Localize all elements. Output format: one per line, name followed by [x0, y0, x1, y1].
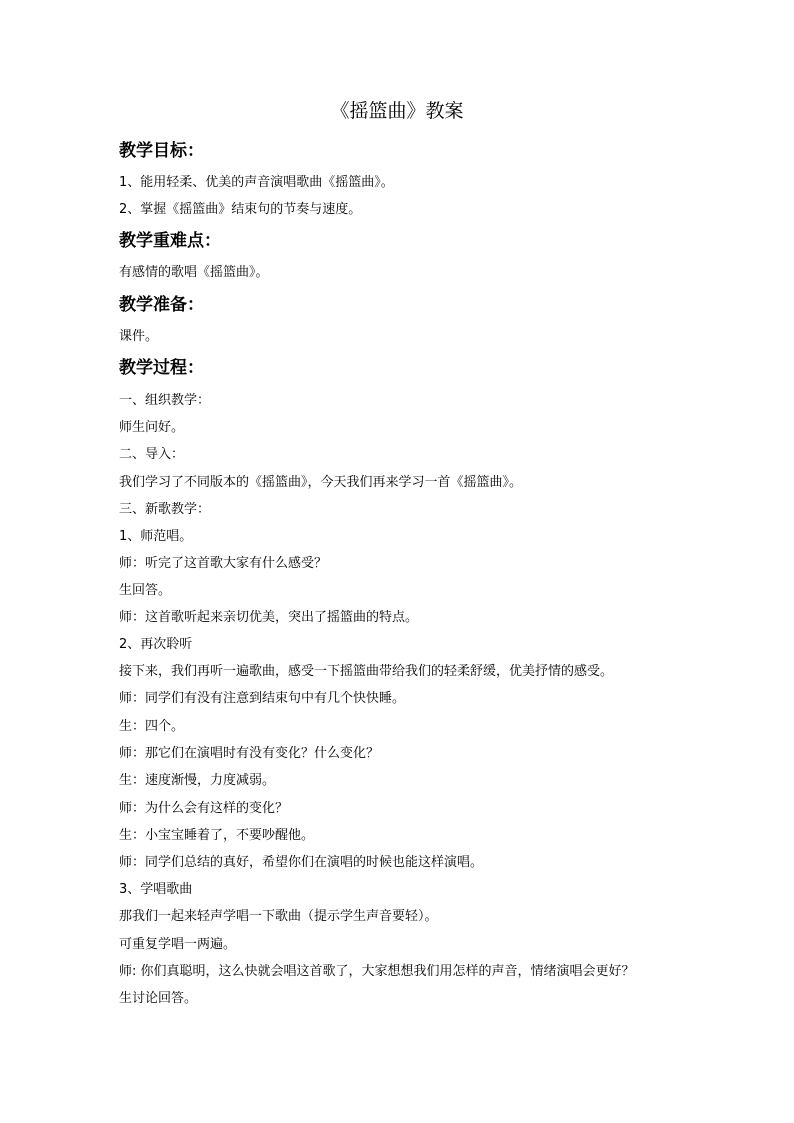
text-line: 接下来，我们再听一遍歌曲，感受一下摇篮曲带给我们的轻柔舒缓，优美抒情的感受。 [119, 664, 614, 679]
text-line: 生：小宝宝睡着了，不要吵醒他。 [119, 828, 315, 843]
text-line: 一、组织教学： [119, 393, 211, 408]
text-line: 师：听完了这首歌大家有什么感受？ [119, 556, 328, 571]
section-heading-objectives: 教学目标： [119, 141, 204, 161]
section-heading-process: 教学过程： [119, 358, 204, 378]
text-line: 3、学唱歌曲 [119, 882, 193, 897]
text-line: 师：同学们总结的真好，希望你们在演唱的时候也能这样演唱。 [119, 855, 484, 870]
text-line: 1、能用轻柔、优美的声音演唱歌曲《摇篮曲》。 [119, 175, 394, 190]
text-line: 课件。 [119, 329, 159, 344]
text-line: 师生问好。 [119, 420, 185, 435]
text-line: 1、师范唱。 [119, 529, 193, 544]
text-line: 有感情的歌唱《摇篮曲》。 [119, 265, 269, 280]
text-line: 生：四个。 [119, 719, 185, 734]
text-line: 师：为什么会有这样的变化？ [119, 801, 289, 816]
text-line: 生：速度渐慢，力度减弱。 [119, 773, 276, 788]
text-line: 师：这首歌听起来亲切优美，突出了摇篮曲的特点。 [119, 610, 419, 625]
text-line: 可重复学唱一两遍。 [119, 937, 237, 952]
text-line: 那我们一起来轻声学唱一下歌曲（提示学生声音要轻）。 [119, 909, 438, 924]
text-line: 师：同学们有没有注意到结束句中有几个快快睡。 [119, 691, 406, 706]
section-heading-key-points: 教学重难点： [119, 231, 221, 251]
text-line: 生讨论回答。 [119, 991, 198, 1006]
text-line: 2、再次聆听 [119, 637, 193, 652]
text-line: 2、掌握《摇篮曲》结束句的节奏与速度。 [119, 202, 362, 217]
document-title: 《摇篮曲》教案 [330, 100, 464, 122]
text-line: 师：那它们在演唱时有没有变化？什么变化？ [119, 746, 380, 761]
text-line: 生回答。 [119, 583, 172, 598]
text-line: 我们学习了不同版本的《摇篮曲》，今天我们再来学习一首《摇篮曲》。 [119, 475, 523, 490]
section-heading-preparation: 教学准备： [119, 295, 204, 315]
text-line: 二、导入： [119, 447, 185, 462]
text-line: 师: 你们真聪明，这么快就会唱这首歌了，大家想想我们用怎样的声音，情绪演唱会更好？ [119, 964, 635, 979]
text-line: 三、新歌教学： [119, 502, 211, 517]
